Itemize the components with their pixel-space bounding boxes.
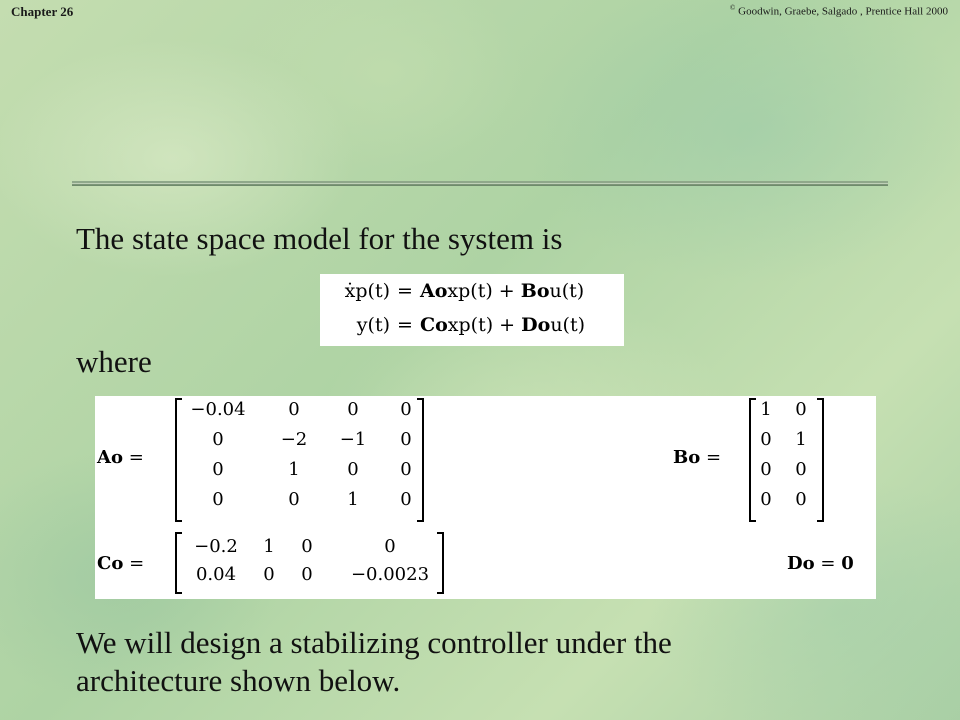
matA-cell: −2 bbox=[280, 429, 308, 450]
matrix-b-label: Bo = bbox=[673, 447, 722, 468]
eq2-matrix-d: Do bbox=[521, 314, 551, 336]
matA-cell: −1 bbox=[339, 429, 367, 450]
eq2-input-term: u(t) bbox=[550, 314, 586, 336]
matrix-d: Do = 0 bbox=[787, 553, 854, 574]
matA-cell: 0 bbox=[212, 489, 224, 510]
matA-cell: 0 bbox=[288, 489, 300, 510]
copyright-notice bbox=[730, 4, 948, 18]
eq2-matrix-c: Co bbox=[420, 314, 448, 336]
matA-cell: 0 bbox=[400, 429, 412, 450]
matB-cell: 0 bbox=[760, 459, 772, 480]
matrix-a-label: Ao = bbox=[97, 447, 144, 468]
matB-cell: 0 bbox=[795, 489, 807, 510]
eq2-equals: = bbox=[397, 314, 413, 336]
matrix-c-label: Co = bbox=[97, 553, 145, 574]
copyright-symbol: © bbox=[730, 4, 736, 12]
matrix-b-right-bracket bbox=[817, 398, 824, 522]
chapter-label: Chapter 26 bbox=[11, 4, 74, 19]
matrix-a-left-bracket bbox=[175, 398, 182, 522]
matB-cell: 0 bbox=[760, 489, 772, 510]
copyright-text: Goodwin, Graebe, Salgado , Prentice Hall 2000 bbox=[738, 5, 948, 18]
matC-cell: 0 bbox=[384, 536, 396, 557]
system-matrices bbox=[95, 396, 876, 599]
matB-cell: 0 bbox=[760, 429, 772, 450]
matA-cell: 0 bbox=[400, 489, 412, 510]
where-text: where bbox=[76, 344, 152, 379]
matA-cell: 0 bbox=[288, 399, 300, 420]
matrix-c-right-bracket bbox=[437, 532, 444, 594]
intro-text: The state space model for the system is bbox=[76, 221, 563, 256]
matA-cell: 1 bbox=[288, 459, 300, 480]
eq1-equals: = bbox=[397, 280, 413, 302]
eq2-lhs: y(t) bbox=[356, 314, 390, 336]
state-space-equations bbox=[320, 274, 624, 346]
matC-cell: −0.2 bbox=[194, 536, 238, 557]
matB-cell: 0 bbox=[795, 459, 807, 480]
matA-cell: 0 bbox=[212, 429, 224, 450]
output-equation bbox=[320, 314, 620, 336]
matC-cell: 0 bbox=[301, 536, 313, 557]
matrix-c-left-bracket bbox=[175, 532, 182, 594]
matA-cell: 1 bbox=[347, 489, 359, 510]
matC-cell: 1 bbox=[263, 536, 275, 557]
matB-cell: 0 bbox=[795, 399, 807, 420]
matA-cell: 0 bbox=[347, 399, 359, 420]
matC-cell: 0 bbox=[263, 564, 275, 585]
closing-text bbox=[76, 624, 672, 700]
matC-cell: −0.0023 bbox=[350, 564, 430, 585]
eq2-state-term: xp(t) + bbox=[447, 314, 516, 336]
matB-cell: 1 bbox=[795, 429, 807, 450]
matC-cell: 0.04 bbox=[195, 564, 237, 585]
matA-cell: 0 bbox=[400, 399, 412, 420]
state-equation bbox=[320, 280, 620, 302]
matA-cell: 0 bbox=[347, 459, 359, 480]
eq1-lhs: ẋp(t) bbox=[344, 280, 390, 302]
matB-cell: 1 bbox=[760, 399, 772, 420]
eq1-matrix-a: Ao bbox=[420, 280, 448, 302]
matC-cell: 0 bbox=[301, 564, 313, 585]
matA-cell: 0 bbox=[212, 459, 224, 480]
eq1-matrix-b: Bo bbox=[520, 280, 550, 302]
closing-line-2: architecture shown below. bbox=[76, 662, 401, 698]
eq1-input-term: u(t) bbox=[549, 280, 585, 302]
eq1-state-term: xp(t) + bbox=[447, 280, 515, 302]
matA-cell: 0 bbox=[400, 459, 412, 480]
title-divider bbox=[72, 181, 888, 186]
matA-cell: −0.04 bbox=[190, 399, 246, 420]
closing-line-1: We will design a stabilizing controller under the bbox=[76, 625, 672, 660]
